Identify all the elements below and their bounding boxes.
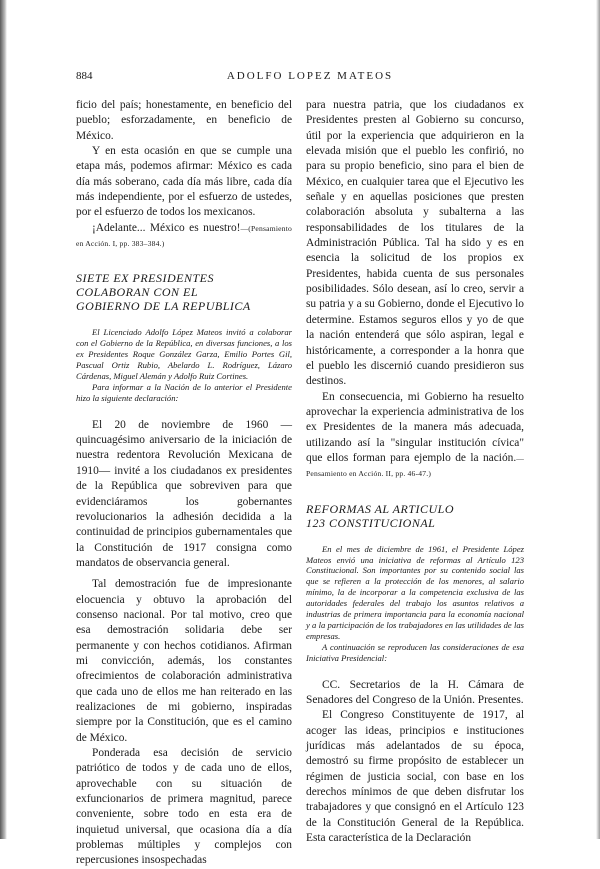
section-heading-line: SIETE EX PRESIDENTES: [76, 271, 214, 286]
page-binding-shadow: [0, 0, 7, 839]
left-column: [76, 98, 292, 869]
editor-note: A continuación se reproducen las consideraciones de esa Iniciativa Presidencial:: [306, 641, 524, 663]
paragraph: para nuestra patria, que los ciudadanos ex Presidentes presten al Gobierno su concurso, útil por la experiencia que adquirieron en la elevada misión que el pueblo les confirió, no para su propio beneficio, sino para el bien de México, en cualquier tarea que el Ejecutivo les señale y en aquellas posiciones que presten colaboración absoluta y subalterna a las responsabilidades de los titulares de la Administración Pública. Tal ha sido y es en esencia la solicitud de los propios ex Presidentes, habida cuenta de sus personales posibilidades. Sólo desean, así lo creo, servir a su patria y a su Gobierno, donde el Ejecutivo lo determine. Estamos seguros ellos y yo de que la nación entenderá que sólo aspiran, legal e históricamente, a corresponder a la honra que el pueblo les discernió cuando presidieron sus destinos.: [306, 99, 524, 388]
running-title: ADOLFO LOPEZ MATEOS: [226, 70, 394, 82]
paragraph: Ponderada esa decisión de servicio patriótico de todos y de cada uno de ellos, aprovechable con su situación de exfuncionarios de primera magnitud, parece conveniente, sobre todo en esta era de inquietud universal, que ocasiona día a día problemas múltiples y complejos con repercusiones insospechadas: [76, 747, 292, 867]
citation: —(Pensamiento en Acción. I, pp. 383–384.): [76, 223, 292, 249]
paragraph: CC. Secretarios de la H. Cámara de Senadores del Congreso de la Unión. Presentes.: [306, 678, 524, 706]
editor-note: En el mes de diciembre de 1961, el Presidente López Mateos envió una iniciativa de reformas al Artículo 123 Constitucional. Son importantes por su contenido social las que se refieren a la protección de los menores, al salario mínimo, la de incorporar a la competencia exclusiva de las autoridades federales del trabajo los asuntos relativos a industrias de primera importancia para la economía nacional y a la participación de los trabajadores en las utilidades de las empresas.: [306, 543, 524, 641]
paragraph-with-citation: [306, 390, 524, 482]
page-edge-shadow: [596, 0, 600, 839]
section-heading: [306, 502, 524, 530]
paragraph: El Congreso Constituyente de 1917, al acoger las ideas, principios e instituciones jurídicas más adelantados de su época, demostró su firme propósito de establecer un régimen de justicia social, con base en los derechos mínimos de que deben disfrutar los trabajadores y que consignó en el Artículo 123 de la Constitución General de la República. Esta característica de la Declaración: [306, 709, 524, 844]
paragraph: Y en esta ocasión en que se cumple una etapa más, podemos afirmar: México es cada día más soberano, cada día más libre, cada día más independiente, por el esfuerzo de ustedes, por el esfuerzo de todos los mexicanos.: [76, 145, 292, 219]
paragraph: Tal demostración fue de impresionante elocuencia y obtuvo la aprobación del consenso nacional. Por tal motivo, creo que esa demostración solidaria debe ser permanente y con hechos cotidianos. Afirman mi convicción, además, los constantes ofrecimientos de colaboración administrativa que cada uno de ellos me han reiterado en las realizaciones de mi gobierno, inspiradas siempre por la Constitución, que es el camino de México.: [76, 578, 292, 744]
section-heading-line: REFORMAS AL ARTICULO: [306, 501, 455, 516]
section-heading-line: GOBIERNO DE LA REPUBLICA: [76, 299, 251, 314]
paragraph: ficio del país; honestamente, en beneficio del pueblo; esforzadamente, en beneficio de México.: [76, 99, 292, 142]
right-column: [306, 98, 524, 846]
section-heading-line: 123 CONSTITUCIONAL: [306, 515, 436, 530]
page-number: 884: [76, 70, 93, 82]
paragraph-text: En consecuencia, mi Gobierno ha resuelto aprovechar la experiencia administrativa de los ex Presidentes de la manera más adecuada, utilizando así la "singular institución cívica" que ellos forman para ejemplo de la nación.: [306, 390, 524, 464]
editor-note: El Licenciado Adolfo López Mateos invitó a colaborar con el Gobierno de la República, en diversas funciones, a los ex Presidentes Roque González Garza, Emilio Portes Gil, Pascual Ortiz Rubio, Abelardo L. Rodríguez, Lázaro Cárdenas, Miguel Alemán y Adolfo Ruiz Cortines.: [76, 327, 292, 382]
editor-note: Para informar a la Nación de lo anterior el Presidente hizo la siguiente declaración:: [76, 381, 292, 403]
section-heading-line: COLABORAN CON EL: [76, 285, 199, 300]
citation: —Pensamiento en Acción. II, pp. 46-47.): [306, 453, 524, 479]
paragraph-text: ¡Adelante... México es nuestro!: [92, 221, 241, 234]
section-heading: [76, 271, 292, 313]
running-head: [76, 70, 544, 86]
paragraph: El 20 de noviembre de 1960 —quincuagésimo aniversario de la iniciación de nuestra redentora Revolución Mexicana de 1910— invité a los ciudadanos ex presidentes de la República que sobreviven para que evidenciáramos los gobernantes revolucionarios la adhesión decidida a la continuidad de principios gubernamentales que la Constitución de 1917 consigna como mandatos de observancia general.: [76, 418, 292, 569]
paragraph-with-citation: [76, 221, 292, 252]
